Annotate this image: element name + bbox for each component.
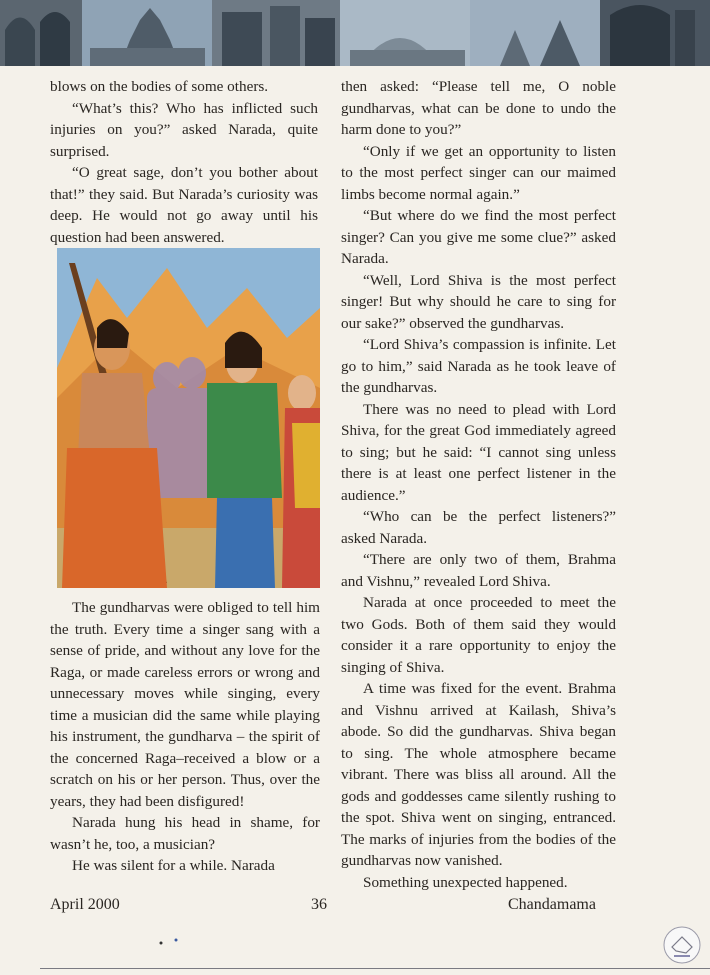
paragraph: “There are only two of them, Brahma and Vishnu,” revealed Lord Shiva. <box>341 551 616 590</box>
right-column <box>341 76 616 893</box>
narada-gundharvas-illustration <box>57 248 320 588</box>
paragraph: A time was fixed for the event. Brahma and Vishnu arrived at Kailash, Shiva’s abode. So did the gundharvas. Shiva began to sing. The whole atmosphere became vibrant. There was bliss all around. All the gods and goddesses came silently rushing to the spot. Shiva went on singing, entranced. The marks of injuries from the bodies of the gundharvas now vanished. <box>341 680 616 869</box>
paragraph: The gundharvas were obliged to tell him the truth. Every time a singer sang with a sense of pride, and without any love for the Raga, or made careless errors or wrong and unnecessary moves while singing, every time a musician did the same while playing his instrument, the gundharva – the spirit of the concerned Raga–received a blow or a scratch on his or her person. Thus, over the years, they had been disfigured! <box>50 599 320 810</box>
paragraph: “Lord Shiva’s compassion is infinite. Let go to him,” said Narada as he took leave of the gundharvas. <box>341 336 616 396</box>
scan-watermark-icon <box>662 925 702 965</box>
bottom-rule <box>40 968 710 969</box>
paragraph: There was no need to plead with Lord Shiva, for the great God immediately agreed to sing; but he said: “I cannot sing unless there is at least one perfect listener in the audience.” <box>341 400 616 504</box>
paragraph: He was silent for a while. Narada <box>72 857 275 874</box>
paragraph: “But where do we find the most perfect singer? Can you give me some clue?” asked Narada. <box>341 207 616 267</box>
page-number: 36 <box>311 896 327 913</box>
paragraph: “Well, Lord Shiva is the most perfect singer! But why should he care to sing for our sake?” observed the gundharvas. <box>341 271 616 332</box>
paragraph: “What’s this? Who has inflicted such injuries on you?” asked Narada, quite surprised. <box>50 99 318 160</box>
paragraph: blows on the bodies of some others. <box>50 78 269 95</box>
paragraph: “Who can be the perfect listeners?” asked Narada. <box>341 508 616 547</box>
temple-banner <box>0 0 710 66</box>
left-column-bottom <box>50 597 320 877</box>
temple-banner-art <box>0 0 710 66</box>
footer-date: April 2000 <box>50 896 120 913</box>
paragraph: Something unexpected happened. <box>363 873 568 891</box>
paragraph: then asked: “Please tell me, O noble gundharvas, what can be done to undo the harm done to you?” <box>341 78 616 138</box>
paragraph: “Only if we get an opportunity to listen to the most perfect singer can our maimed limbs become normal again.” <box>341 142 616 203</box>
left-column-top <box>50 76 318 248</box>
magazine-name: Chandamama <box>508 896 596 913</box>
story-illustration <box>57 248 320 588</box>
printing-speckles <box>158 938 188 948</box>
paragraph: Narada hung his head in shame, for wasn’t he, too, a musician? <box>50 814 320 853</box>
paragraph: “O great sage, don’t you bother about that!” they said. But Narada’s curiosity was deep. He would not go away until his question had been answered. <box>50 164 318 246</box>
paragraph: Narada at once proceeded to meet the two Gods. Both of them said they would consider it a rare opportunity to enjoy the singing of Shiva. <box>341 594 616 676</box>
